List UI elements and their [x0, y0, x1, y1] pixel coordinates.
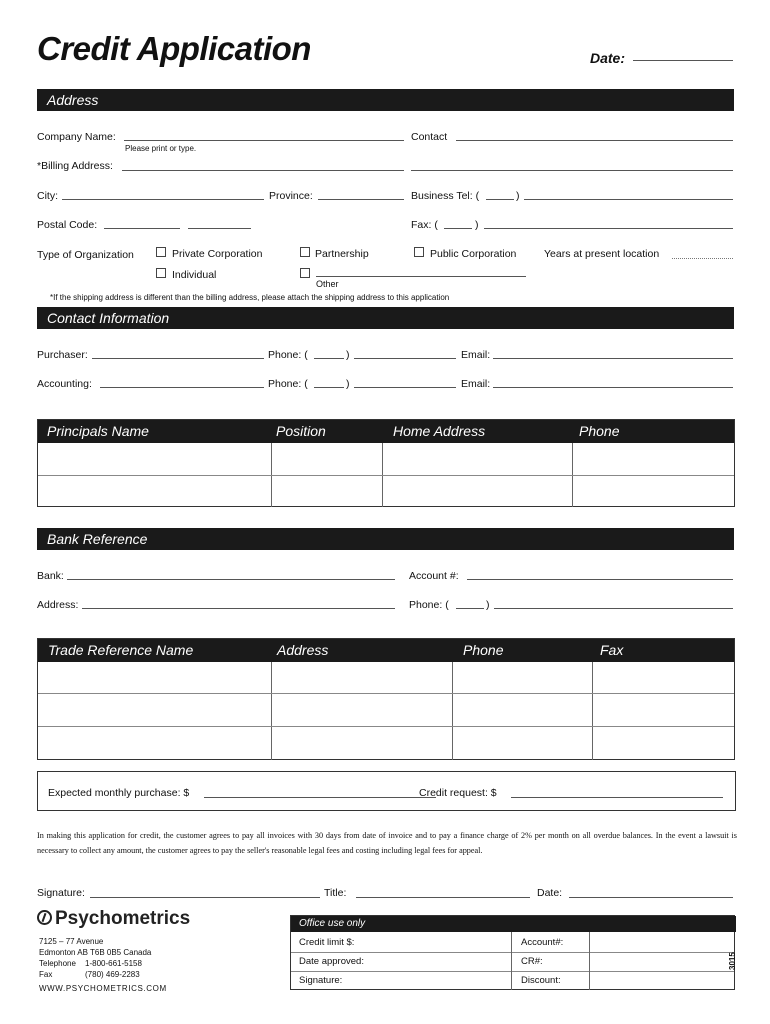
years-at-location-field[interactable] [672, 258, 733, 259]
form-code: 3015 [728, 952, 737, 970]
title-label: Title: [324, 887, 347, 899]
fax-field[interactable] [484, 228, 733, 229]
individual-label: Individual [172, 269, 217, 281]
company-name: Psychometrics [55, 908, 191, 929]
office-col-divider [511, 932, 512, 990]
credit-request-label: Credit request: $ [419, 787, 497, 799]
office-col-divider [589, 932, 590, 990]
signature-label: Signature: [37, 887, 85, 899]
principals-position-header: Position [276, 423, 326, 439]
purchaser-email-field[interactable] [493, 358, 733, 359]
accounting-phone-label: Phone: ( [268, 378, 308, 390]
business-tel-label: Business Tel: ( [411, 190, 480, 202]
trade-reference-table-header [38, 639, 734, 662]
account-number-label: Account #: [409, 570, 459, 582]
page-title: Credit Application [37, 30, 311, 67]
business-tel-field[interactable] [524, 199, 733, 200]
other-label: Other [316, 279, 339, 289]
date-approved-label: Date approved: [299, 956, 364, 967]
accounting-phone-area-field[interactable] [314, 387, 344, 388]
credit-limit-label: Credit limit $: [299, 937, 355, 948]
trade-phone-header: Phone [463, 642, 504, 658]
public-corporation-checkbox[interactable] [414, 247, 424, 257]
province-label: Province: [269, 190, 313, 202]
trade-col-divider [592, 662, 593, 760]
contact-section-header [37, 307, 734, 329]
principals-phone-header: Phone [579, 423, 620, 439]
accounting-email-label: Email: [461, 378, 491, 390]
company-logo [37, 908, 190, 930]
company-name-field[interactable] [124, 140, 404, 141]
purchaser-field[interactable] [92, 358, 264, 359]
expected-purchase-field[interactable] [204, 797, 436, 798]
accounting-phone-field[interactable] [354, 387, 456, 388]
business-tel-close: ) [516, 190, 520, 202]
bank-section-header [37, 528, 734, 550]
trade-fax-header: Fax [600, 642, 624, 658]
company-tel-label: Telephone [39, 959, 76, 968]
purchaser-phone-label: Phone: ( [268, 349, 308, 361]
other-checkbox[interactable] [300, 268, 310, 278]
other-field[interactable] [316, 276, 526, 277]
private-corporation-label: Private Corporation [172, 248, 263, 260]
bank-phone-area-field[interactable] [456, 608, 484, 609]
private-corporation-checkbox[interactable] [156, 247, 166, 257]
company-fax-label: Fax [39, 970, 53, 979]
cr-number-label: CR#: [521, 956, 543, 967]
accounting-phone-close: ) [346, 378, 350, 390]
bank-phone-close: ) [486, 599, 490, 611]
purchase-box [37, 771, 736, 811]
accounting-label: Accounting: [37, 378, 92, 390]
date-field[interactable] [633, 60, 733, 61]
individual-checkbox[interactable] [156, 268, 166, 278]
partnership-checkbox[interactable] [300, 247, 310, 257]
organization-type-label: Type of Organization [37, 249, 134, 261]
company-street: 7125 – 77 Avenue [39, 937, 104, 946]
purchaser-phone-area-field[interactable] [314, 358, 344, 359]
trade-col-divider [452, 662, 453, 760]
principals-table-header [38, 420, 734, 443]
business-tel-area-field[interactable] [486, 199, 514, 200]
credit-request-field[interactable] [511, 797, 723, 798]
purchaser-email-label: Email: [461, 349, 491, 361]
trade-row-divider [38, 693, 734, 694]
bank-phone-label: Phone: ( [409, 599, 449, 611]
bank-label: Bank: [37, 570, 64, 582]
accounting-field[interactable] [100, 387, 264, 388]
trade-col-divider [271, 662, 272, 760]
office-use-box [290, 915, 735, 990]
bank-address-field[interactable] [82, 608, 395, 609]
address-section-header [37, 89, 734, 111]
purchaser-label: Purchaser: [37, 349, 88, 361]
city-field[interactable] [62, 199, 264, 200]
shipping-note: *If the shipping address is different than the billing address, please attach the shipping address to this application [50, 293, 450, 302]
office-account-label: Account#: [521, 937, 564, 948]
office-signature-label: Signature: [299, 975, 343, 986]
discount-label: Discount: [521, 975, 561, 986]
years-at-location-label: Years at present location [544, 248, 660, 260]
province-field[interactable] [318, 199, 404, 200]
fax-label: Fax: ( [411, 219, 438, 231]
contact-field[interactable] [456, 140, 733, 141]
principals-home-address-header: Home Address [393, 423, 486, 439]
purchaser-phone-field[interactable] [354, 358, 456, 359]
postal-code-label: Postal Code: [37, 219, 98, 231]
trade-reference-name-header: Trade Reference Name [48, 642, 194, 658]
psychometrics-logo-icon [37, 910, 52, 925]
company-city: Edmonton AB T6B 0B5 Canada [39, 948, 152, 957]
fax-close: ) [475, 219, 479, 231]
city-label: City: [37, 190, 58, 202]
trade-row-divider [38, 726, 734, 727]
trade-reference-table [37, 638, 735, 760]
expected-purchase-label: Expected monthly purchase: $ [48, 787, 190, 799]
bank-heading: Bank Reference [47, 531, 148, 547]
bank-field[interactable] [67, 579, 395, 580]
purchaser-phone-close: ) [346, 349, 350, 361]
account-number-field[interactable] [467, 579, 733, 580]
postal-code-field-2[interactable] [188, 228, 251, 229]
fax-area-field[interactable] [444, 228, 472, 229]
postal-code-field-1[interactable] [104, 228, 180, 229]
bank-phone-field[interactable] [494, 608, 733, 609]
contact-label: Contact [411, 131, 448, 143]
principals-table [37, 419, 735, 507]
office-row-divider [291, 971, 734, 972]
terms-paragraph: In making this application for credit, the customer agrees to pay all invoices with 30 days from date of invoice and to pay a finance charge of 2% per month on all overdue balances. In the event a lawsuit is necessary to collect any amount, the customer agrees to pay the seller's reasonable legal fees and costing including legal fees for appeal. [37, 831, 737, 855]
principals-row-divider [38, 475, 734, 476]
contact-heading: Contact Information [47, 310, 170, 326]
company-fax: (780) 469-2283 [85, 970, 140, 979]
company-website[interactable]: WWW.PSYCHOMETRICS.COM [39, 984, 167, 993]
billing-address-label: *Billing Address: [37, 160, 113, 172]
company-name-label: Company Name: [37, 131, 116, 143]
print-hint: Please print or type. [125, 144, 197, 153]
date-label: Date: [590, 50, 626, 66]
principals-name-header: Principals Name [47, 423, 149, 439]
signature-field[interactable] [90, 897, 320, 898]
bank-address-label: Address: [37, 599, 79, 611]
address-heading: Address [47, 92, 99, 108]
signature-date-label: Date: [537, 887, 563, 899]
company-tel: 1-800-661-5158 [85, 959, 142, 968]
signature-date-field[interactable] [569, 897, 733, 898]
title-field[interactable] [356, 897, 530, 898]
billing-address-field[interactable] [122, 170, 404, 171]
office-row-divider [291, 952, 734, 953]
office-use-header: Office use only [291, 916, 736, 932]
trade-address-header: Address [277, 642, 329, 658]
accounting-email-field[interactable] [493, 387, 733, 388]
public-corporation-label: Public Corporation [430, 248, 517, 260]
contact-field-2[interactable] [411, 170, 733, 171]
partnership-label: Partnership [315, 248, 369, 260]
